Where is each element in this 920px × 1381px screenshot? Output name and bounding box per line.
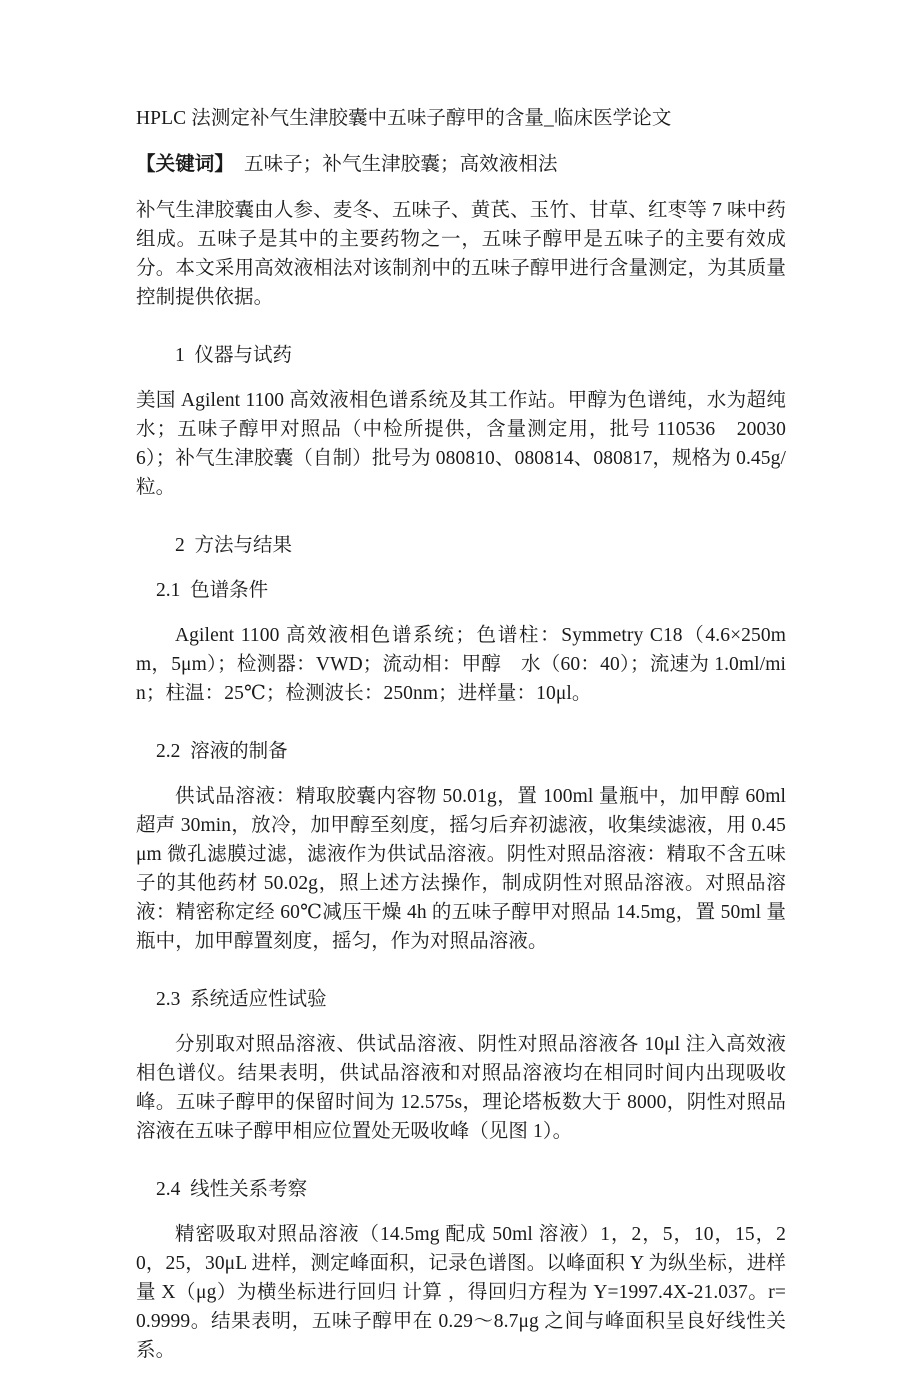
page-title: HPLC 法测定补气生津胶囊中五味子醇甲的含量_临床医学论文 [136, 108, 672, 129]
section-heading-2-2: 2.2 溶液的制备 [156, 741, 288, 762]
section-spacer [136, 518, 786, 531]
section-heading-2-1: 2.1 色谱条件 [156, 580, 269, 601]
keywords-line [136, 150, 786, 179]
section-body-2-4: 精密吸取对照品溶液（14.5mg 配成 50ml 溶液）1，2，5，10，15，20，25，30μL 进样，测定峰面积，记录色谱图。以峰面积 Y 为纵坐标，进样量 X（μg）为横坐标进行回归 计算 ，得回归方程为 Y=1997.4X-21.037。r=0.9999。结果表明，五味子醇甲在 0.29～8.7μg 之间与峰面积呈良好线性关系。 [136, 1224, 786, 1361]
section-heading-2-4: 2.4 线性关系考察 [156, 1179, 308, 1200]
section-heading-2-3: 2.3 系统适应性试验 [156, 989, 327, 1010]
keywords-gap [234, 154, 244, 175]
section-body-2-3: 分别取对照品溶液、供试品溶液、阴性对照品溶液各 10μl 注入高效液相色谱仪。结果表明，供试品溶液和对照品溶液均在相同时间内出现吸收峰。五味子醇甲的保留时间为 12.575s，理论塔板数大于 8000，阴性对照品溶液在五味子醇甲相应位置处无吸收峰（见图 1）。 [136, 1034, 786, 1142]
section-body-1: 美国 Agilent 1100 高效液相色谱系统及其工作站。甲醇为色谱纯，水为超纯水；五味子醇甲对照品（中检所提供，含量测定用，批号 110536 200306）；补气生津胶囊（自制）批号为 080810、080814、080817，规格为 0.45g/粒。 [136, 390, 786, 498]
document-text-column [136, 104, 786, 1381]
section-heading-1: 1 仪器与试药 [175, 345, 293, 366]
intro-paragraph: 补气生津胶囊由人参、麦冬、五味子、黄芪、玉竹、甘草、红枣等 7 味中药组成。五味子是其中的主要药物之一，五味子醇甲是五味子的主要有效成分。本文采用高效液相法对该制剂中的五味子醇甲进行含量测定，为其质量控制提供依据。 [136, 200, 786, 308]
section-spacer [136, 972, 786, 985]
section-heading-2: 2 方法与结果 [175, 535, 293, 556]
keywords-value: 五味子；补气生津胶囊；高效液相法 [243, 154, 558, 175]
keywords-label: 【关键词】 [136, 154, 235, 175]
section-spacer [136, 724, 786, 737]
section-spacer [136, 1162, 786, 1175]
section-body-2-1: Agilent 1100 高效液相色谱系统；色谱柱：Symmetry C18（4.6×250mm，5μm）；检测器：VWD；流动相：甲醇 水（60：40）；流速为 1.0ml/min；柱温：25℃；检测波长：250nm；进样量：10μl。 [136, 625, 786, 704]
section-body-2-2: 供试品溶液：精取胶囊内容物 50.01g，置 100ml 量瓶中，加甲醇 60ml 超声 30min，放冷，加甲醇至刻度，摇匀后弃初滤液，收集续滤液，用 0.45μm 微孔滤膜过滤，滤液作为供试品溶液。阴性对照品溶液：精取不含五味子的其他药材 50.02g，照上述方法操作，制成阴性对照品溶液。对照品溶液：精密称定经 60℃减压干燥 4h 的五味子醇甲对照品 14.5mg，置 50ml 量瓶中，加甲醇置刻度，摇匀，作为对照品溶液。 [136, 786, 786, 952]
section-spacer [136, 328, 786, 341]
